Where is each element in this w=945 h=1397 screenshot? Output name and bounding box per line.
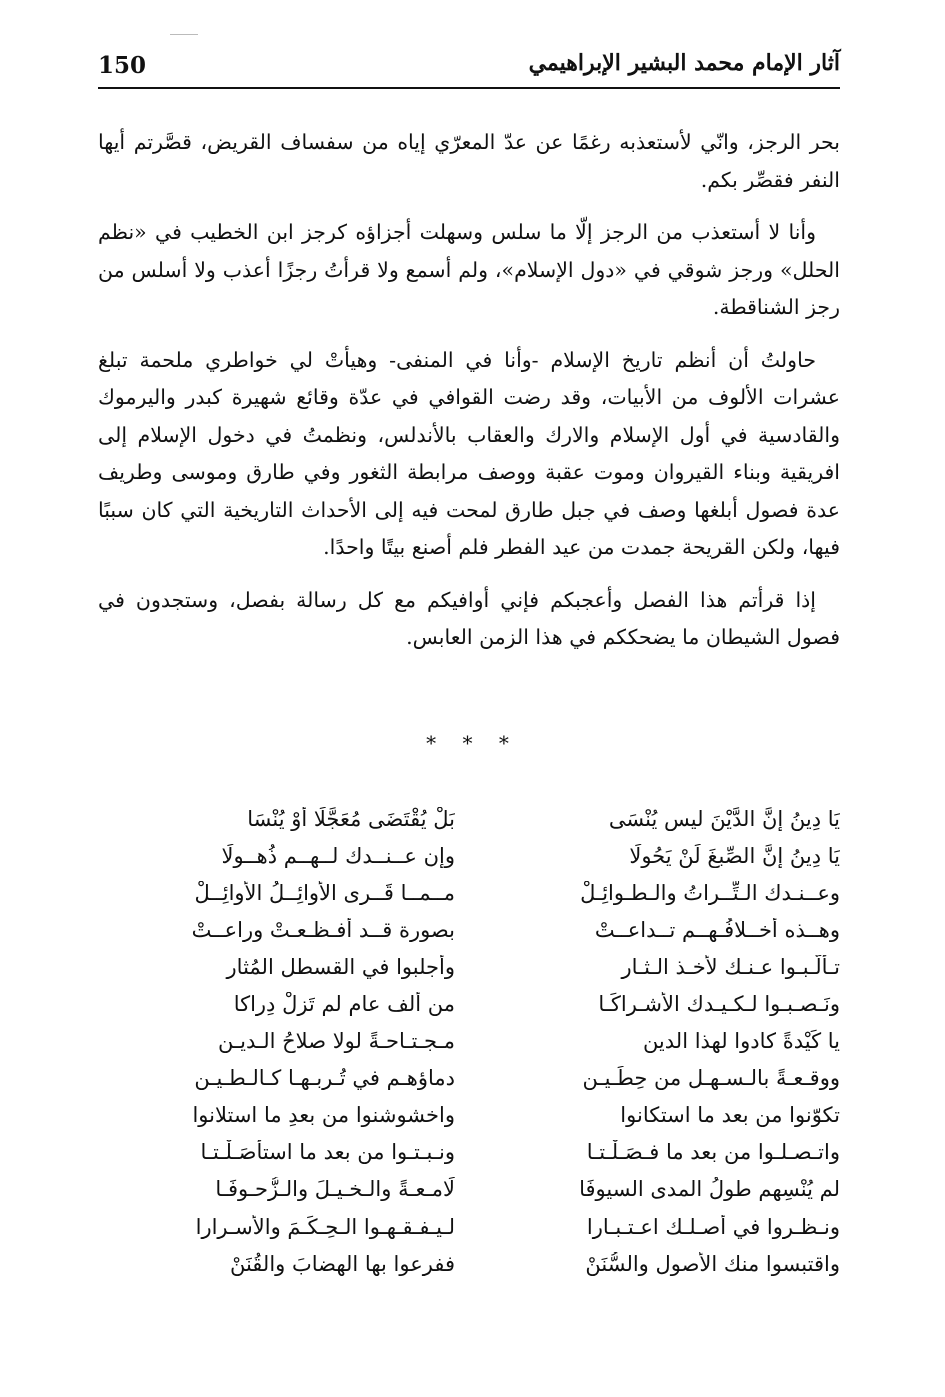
poem	[130, 800, 840, 1282]
verse-second-hemistich: ونـبـتـوا من بعد ما استأصَـلْـتـا	[200, 1140, 455, 1165]
verse-first-hemistich: يَا دِينُ إنَّ الصِّبغَ لَنْ يَحُولَا	[629, 843, 840, 868]
page-number: 150	[98, 52, 147, 79]
verse-first-hemistich: وهــذه أَخــلافُـهــم تــداعــتْ	[594, 917, 840, 942]
poem-verse	[130, 800, 840, 837]
paragraph-4: إذا قرأتم هذا الفصل وأعجبكم فإني أوافيكم مع كل رسالة بفصل، وستجدون في فصول الشيطان ما يضحككم في هذا الزمن العابس.	[98, 587, 840, 649]
poem-verse	[130, 1097, 840, 1134]
page-header	[98, 48, 840, 88]
verse-first-hemistich: لم يُنْسِهم طولُ المدى السيوفَا	[579, 1177, 840, 1202]
verse-first-hemistich: واتـصـلـوا من بعد ما فـصَـلْـتـا	[586, 1140, 840, 1165]
poem-verse	[130, 985, 840, 1022]
verse-second-hemistich: دماؤهـم في تُـربـهـا كـالـطـيـنِ	[194, 1066, 455, 1091]
poem-verse	[130, 1134, 840, 1171]
verse-first-hemistich: تـألَّـبـوا عـنـك لأخـذ الـثـار	[621, 954, 840, 979]
section-separator: * * *	[426, 731, 519, 755]
poem-verse	[130, 1171, 840, 1208]
verse-second-hemistich: واخشوشنوا من بعدِ ما استلانوا	[192, 1103, 455, 1128]
verse-first-hemistich: تكوّنوا من بعد ما استكانوا	[620, 1103, 840, 1128]
running-title: آثار الإمام محمد البشير الإبراهيمي	[528, 50, 840, 76]
verse-second-hemistich: مـجـتـاحـةً لولا صلاحُ الـديـنِ	[218, 1029, 455, 1054]
paragraph-2: وأنا لا أستعذب من الرجز إلّا ما سلس وسهلت أجزاؤه كرجز ابن الخطيب في «نظم الحلل» ورجز شوقي في «دول الإسلام»، ولم أسمع ولا قرأتُ رجزًا أعذب ولا أسلس من رجز الشناقطة.	[98, 220, 840, 319]
poem-verse	[130, 1060, 840, 1097]
verse-first-hemistich: واقتبسوا منك الأصول والسُّنَنْ	[585, 1251, 840, 1276]
verse-second-hemistich: لـيـفـقـهـوا الـحِـكَـمَ والأسـرارا	[195, 1214, 455, 1239]
verse-second-hemistich: وأجلبوا في القسطل المُثار	[226, 954, 455, 979]
poem-verse	[130, 1023, 840, 1060]
poem-verse	[130, 874, 840, 911]
verse-first-hemistich: ونـظـروا في أصـلـك اعـتـبـارا	[586, 1214, 840, 1239]
prose-section	[98, 124, 840, 672]
verse-second-hemistich: وإن عــنــدك لــهــم ذُهــولًا	[221, 843, 455, 868]
verse-first-hemistich: وعــنـدك الـتِّــراتُ والـطـوائِـلْ	[580, 880, 840, 905]
paragraph-3: حاولتُ أن أنظم تاريخ الإسلام -وأنا في المنفى- وهيأتْ لي خواطري ملحمة تبلغ عشرات الألوف من الأبيات، وقد رضت القوافي في عدّة وقائع شهيرة كبدر واليرموك والقادسية في أول الإسلام والارك والعقاب بالأندلس، ونظمتُ في دخول الإسلام إلى افريقية وبناء القيروان وموت عقبة ووصف مرابطة الثغور وفي طارق وموسى وطريف عدة فصول أبلغها وصف في جبل طارق لمحت فيه إلى الأحداث التاريخية التي كان سببًا فيها، ولكن القريحة جمدت من عيد الفطر فلم أصنع بيتًا واحدًا.	[98, 347, 840, 559]
verse-first-hemistich: ووقـعـةً بالـسـهـل من حِطِّـيـنِ	[582, 1066, 840, 1091]
verse-second-hemistich: ففرعوا بها الهضابَ والقُنَنْ	[229, 1251, 455, 1276]
header-rule	[98, 87, 840, 89]
verse-first-hemistich: ونَـصـبـوا لـكـيـدك الأشـراكَـا	[598, 992, 840, 1017]
poem-verse	[130, 1208, 840, 1245]
scan-artifact-line	[170, 34, 198, 35]
verse-second-hemistich: من ألف عام لم تَزلْ دِراكا	[233, 992, 455, 1017]
poem-verse	[130, 911, 840, 948]
verse-second-hemistich: لَامـعـةً والـخـيـلَ والـزُّحـوفَـا	[215, 1177, 455, 1202]
paragraph-1: بحر الرجز، وانّي لأستعذبه رغمًا عن عدّ المعرّي إياه من سفساف القريض، قصَّرتم أيها النفر فقصِّر بكم.	[98, 130, 840, 192]
verse-first-hemistich: يَا دِينُ إنَّ الدَّيْنَ ليس يُنْسَى	[608, 806, 840, 831]
poem-verse	[130, 837, 840, 874]
verse-second-hemistich: بصورة قــد أفـظـعـتْ وراعــتْ	[191, 917, 455, 942]
verse-second-hemistich: مــمــا قَــرى الأوائِــلُ الأوائِــلْ	[194, 880, 455, 905]
verse-first-hemistich: يا كَيْدةً كادوا لهذا الدينِ	[642, 1029, 840, 1054]
verse-second-hemistich: بَلْ يُقْتَضَى مُعَجَّلًا أَوْ يُنْسَا	[247, 806, 455, 831]
poem-verse	[130, 948, 840, 985]
poem-verse	[130, 1245, 840, 1282]
